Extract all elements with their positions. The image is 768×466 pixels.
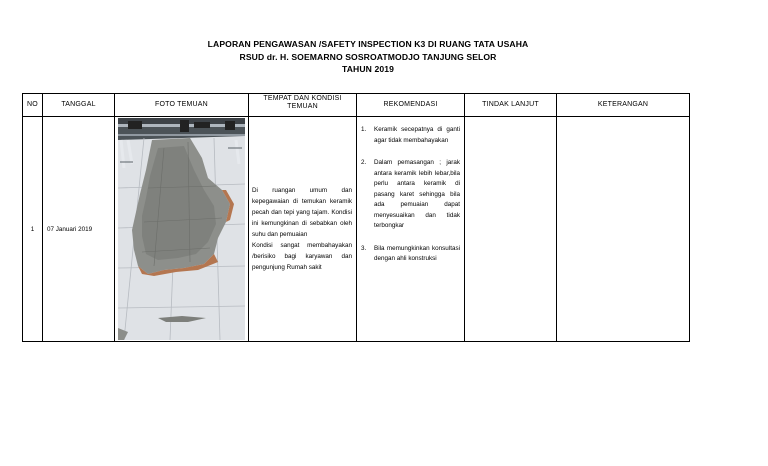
report-year: TAHUN 2019 xyxy=(342,64,394,74)
rekomendasi-number: 1. xyxy=(361,126,367,133)
col-header-tindak-lanjut: TINDAK LANJUT xyxy=(465,94,557,117)
row-no: 1 xyxy=(23,117,43,342)
col-header-foto: FOTO TEMUAN xyxy=(115,94,249,117)
col-header-tempat-line2: TEMUAN xyxy=(287,103,318,110)
table-header-row xyxy=(23,94,690,117)
rekomendasi-list xyxy=(361,125,460,277)
table-row xyxy=(23,117,690,342)
row-tempat-kondisi xyxy=(249,117,357,342)
report-title: LAPORAN PENGAWASAN /SAFETY INSPECTION K3 DI RUANG TATA USAHA xyxy=(207,39,529,49)
row-tindak-lanjut xyxy=(465,117,557,342)
col-header-tanggal: TANGGAL xyxy=(43,94,115,117)
rekomendasi-number: 3. xyxy=(361,244,367,252)
col-header-tempat-kondisi xyxy=(249,94,357,117)
col-header-rekomendasi: REKOMENDASI xyxy=(357,94,465,117)
col-header-tempat-line1: TEMPAT DAN KONDISI xyxy=(263,95,342,102)
list-item xyxy=(361,244,460,265)
rekomendasi-text: Dalam pemasangan ; jarak antara keramik lebih lebar,bila perlu antara keramik di pasang karet sehingga bila ada pemuaian dapat menyesuaikan dan tidak terbongkar xyxy=(374,159,460,229)
row-foto-cell xyxy=(115,117,249,342)
row-tanggal: 07 Januari 2019 xyxy=(43,117,115,342)
inspection-table xyxy=(22,93,690,342)
list-item xyxy=(361,125,460,146)
rekomendasi-number: 2. xyxy=(361,159,367,166)
hospital-name: RSUD dr. H. SOEMARNO SOSROATMODJO TANJUNG SELOR xyxy=(239,52,497,62)
kondisi-paragraph-2: Kondisi sangat membahayakan /berisiko bagi karyawan dan pengunjung Rumah sakit xyxy=(252,242,352,271)
cracked-floor-photo xyxy=(118,118,245,340)
row-rekomendasi xyxy=(357,117,465,342)
list-item xyxy=(361,158,460,232)
col-header-no: NO xyxy=(23,94,43,117)
row-keterangan xyxy=(557,117,690,342)
col-header-keterangan: KETERANGAN xyxy=(557,94,690,117)
rekomendasi-text: Keramik secepatnya di ganti agar tidak membahayakan xyxy=(374,126,460,144)
rekomendasi-text: Bila memungkinkan konsultasi dengan ahli konstruksi xyxy=(374,244,460,262)
kondisi-paragraph-1: Di ruangan umum dan kepegawaian di temukan keramik pecah dan tepi yang tajam. Kondisi ini kemungkinan di sebabkan oleh suhu dan pemuaian xyxy=(252,187,352,238)
